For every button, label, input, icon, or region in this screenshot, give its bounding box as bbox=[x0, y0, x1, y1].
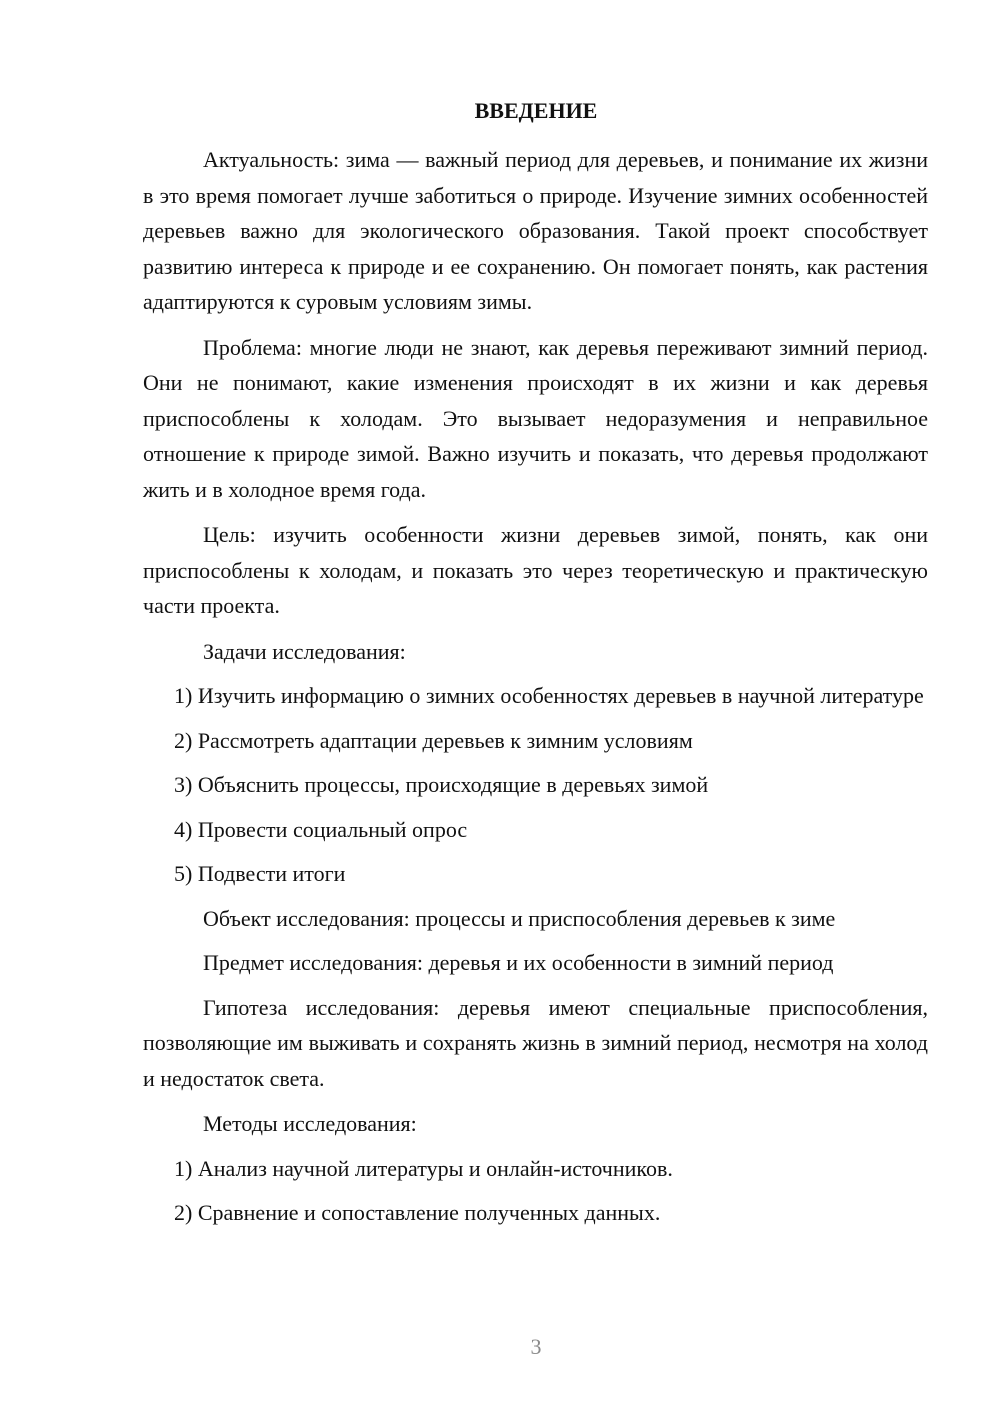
task-item: 1) Изучить информацию о зимних особенностях деревьев в научной литературе bbox=[174, 683, 924, 708]
object-paragraph: Объект исследования: процессы и приспособления деревьев к зиме bbox=[203, 905, 836, 931]
relevance-paragraph: Актуальность: зима — важный период для деревьев, и понимание их жизни в это время помогает лучше заботиться о природе. Изучение зимних особенностей деревьев важно для экологического образования. Такой проект способствует развитию интереса к природе и ее сохранению. Он помогает понять, как растения адаптируются к суровым условиям зимы. bbox=[143, 147, 928, 314]
problem-paragraph: Проблема: многие люди не знают, как деревья переживают зимний период. Они не понимают, какие изменения происходят в их жизни и как деревья приспособлены к холодам. Это вызывает недоразумения и неправильное отношение к природе зимой. Важно изучить и показать, что деревья продолжают жить и в холодное время года. bbox=[143, 334, 928, 502]
method-item: 1) Анализ научной литературы и онлайн-источников. bbox=[174, 1155, 673, 1181]
document-body bbox=[143, 142, 928, 1231]
method-item: 2) Сравнение и сопоставление полученных данных. bbox=[174, 1200, 661, 1225]
methods-heading: Методы исследования: bbox=[203, 1111, 417, 1136]
hypothesis-paragraph: Гипотеза исследования: деревья имеют специальные приспособления, позволяющие им выживать и сохранять жизнь в зимний период, несмотря на холод и недостаток света. bbox=[143, 994, 928, 1091]
page-number: 3 bbox=[530, 1334, 542, 1359]
task-item: 5) Подвести итоги bbox=[174, 861, 346, 886]
task-item: 3) Объяснить процессы, происходящие в деревьях зимой bbox=[174, 772, 709, 797]
task-item: 2) Рассмотреть адаптации деревьев к зимним условиям bbox=[174, 727, 693, 753]
tasks-heading: Задачи исследования: bbox=[203, 638, 406, 664]
task-item: 4) Провести социальный опрос bbox=[174, 816, 468, 842]
subject-paragraph: Предмет исследования: деревья и их особенности в зимний период bbox=[203, 950, 834, 975]
goal-paragraph: Цель: изучить особенности жизни деревьев зимой, понять, как они приспособлены к холодам, и показать это через теоретическую и практическую части проекта. bbox=[143, 522, 928, 618]
page-title: ВВЕДЕНИЕ bbox=[474, 98, 598, 123]
